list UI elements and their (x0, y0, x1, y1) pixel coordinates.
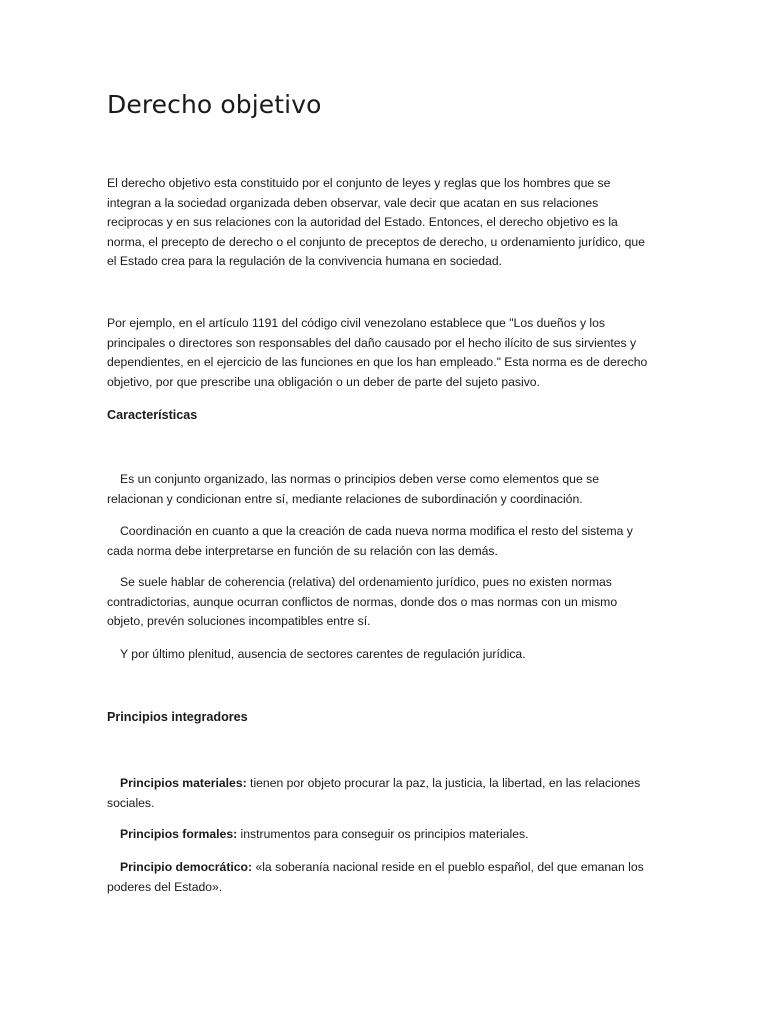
principle-item (107, 825, 652, 845)
characteristic-item: Es un conjunto organizado, las normas o principios deben verse como elementos que se relacionan y condicionan entre sí, mediante relaciones de subordinación y coordinación. (107, 472, 599, 506)
principle-item (107, 858, 652, 897)
example-paragraph: Por ejemplo, en el artículo 1191 del código civil venezolano establece que "Los dueños y los principales o directores son responsables del daño causado por el hecho ilícito de sus sirvientes y dependientes, en el ejercicio de las funciones en que los han empleado." Esta norma es de derecho objetivo, por que prescribe una obligación o un deber de parte del sujeto pasivo. (107, 316, 648, 389)
principle-text: «la soberanía nacional reside en el pueblo español, del que emanan los poderes del Estado». (107, 860, 644, 894)
document-title: Derecho objetivo (107, 90, 322, 119)
principle-text: instrumentos para conseguir os principios materiales. (237, 827, 529, 841)
characteristic-item: Coordinación en cuanto a que la creación de cada nueva norma modifica el resto del sistema y cada norma debe interpretarse en función de su relación con las demás. (107, 524, 633, 558)
characteristics-heading: Características (107, 408, 198, 422)
principle-label: Principio democrático: (120, 860, 253, 874)
document-page (107, 0, 652, 1024)
principle-label: Principios formales: (120, 827, 238, 841)
principle-text: tienen por objeto procurar la paz, la justicia, la libertad, en las relaciones sociales. (107, 776, 641, 810)
intro-paragraph: El derecho objetivo esta constituido por el conjunto de leyes y reglas que los hombres que se integran a la sociedad organizada deben observar, vale decir que acatan en sus relaciones reciprocas y en sus relaciones con la autoridad del Estado. Entonces, el derecho objetivo es la norma, el precepto de derecho o el conjunto de preceptos de derecho, u ordenamiento jurídico, que el Estado crea para la regulación de la convivencia humana en sociedad. (107, 176, 645, 269)
principles-heading: Principios integradores (107, 710, 248, 724)
characteristic-item: Y por último plenitud, ausencia de sectores carentes de regulación jurídica. (120, 647, 526, 661)
principle-label: Principios materiales: (120, 776, 247, 790)
characteristic-item: Se suele hablar de coherencia (relativa) del ordenamiento jurídico, pues no existen normas contradictorias, aunque ocurran conflictos de normas, donde dos o mas normas con un mismo objeto, prevén soluciones incompatibles entre sí. (107, 575, 618, 629)
principle-item (107, 774, 652, 813)
